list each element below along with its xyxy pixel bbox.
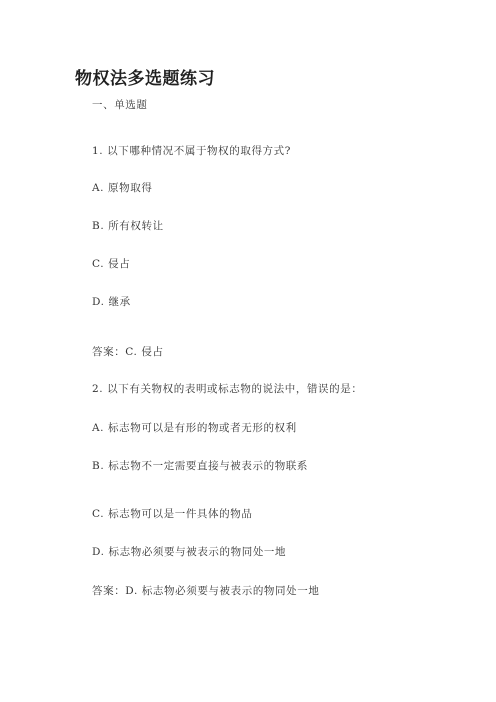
question-2-text: 2. 以下有关物权的表明或标志物的说法中，错误的是： xyxy=(92,383,363,395)
question-1-text: 1. 以下哪种情况不属于物权的取得方式? xyxy=(92,145,291,157)
question-2-option-d: D. 标志物必须要与被表示的物同处一地 xyxy=(92,546,287,558)
page-title: 物权法多选题练习 xyxy=(75,69,215,89)
question-1-answer: 答案：C. 侵占 xyxy=(92,346,164,358)
section-heading: 一、单选题 xyxy=(92,99,148,111)
question-2-option-b: B. 标志物不一定需要直接与被表示的物联系 xyxy=(92,460,308,472)
question-2-option-c: C. 标志物可以是一件具体的物品 xyxy=(92,508,253,520)
question-1-option-b: B. 所有权转让 xyxy=(92,220,164,232)
question-2-option-a: A. 标志物可以是有形的物或者无形的权利 xyxy=(92,422,297,434)
question-1-option-a: A. 原物取得 xyxy=(92,182,153,194)
question-2-answer: 答案：D. 标志物必须要与被表示的物同处一地 xyxy=(92,585,320,597)
question-1-option-c: C. 侵占 xyxy=(92,258,131,270)
question-1-option-d: D. 继承 xyxy=(92,296,131,308)
